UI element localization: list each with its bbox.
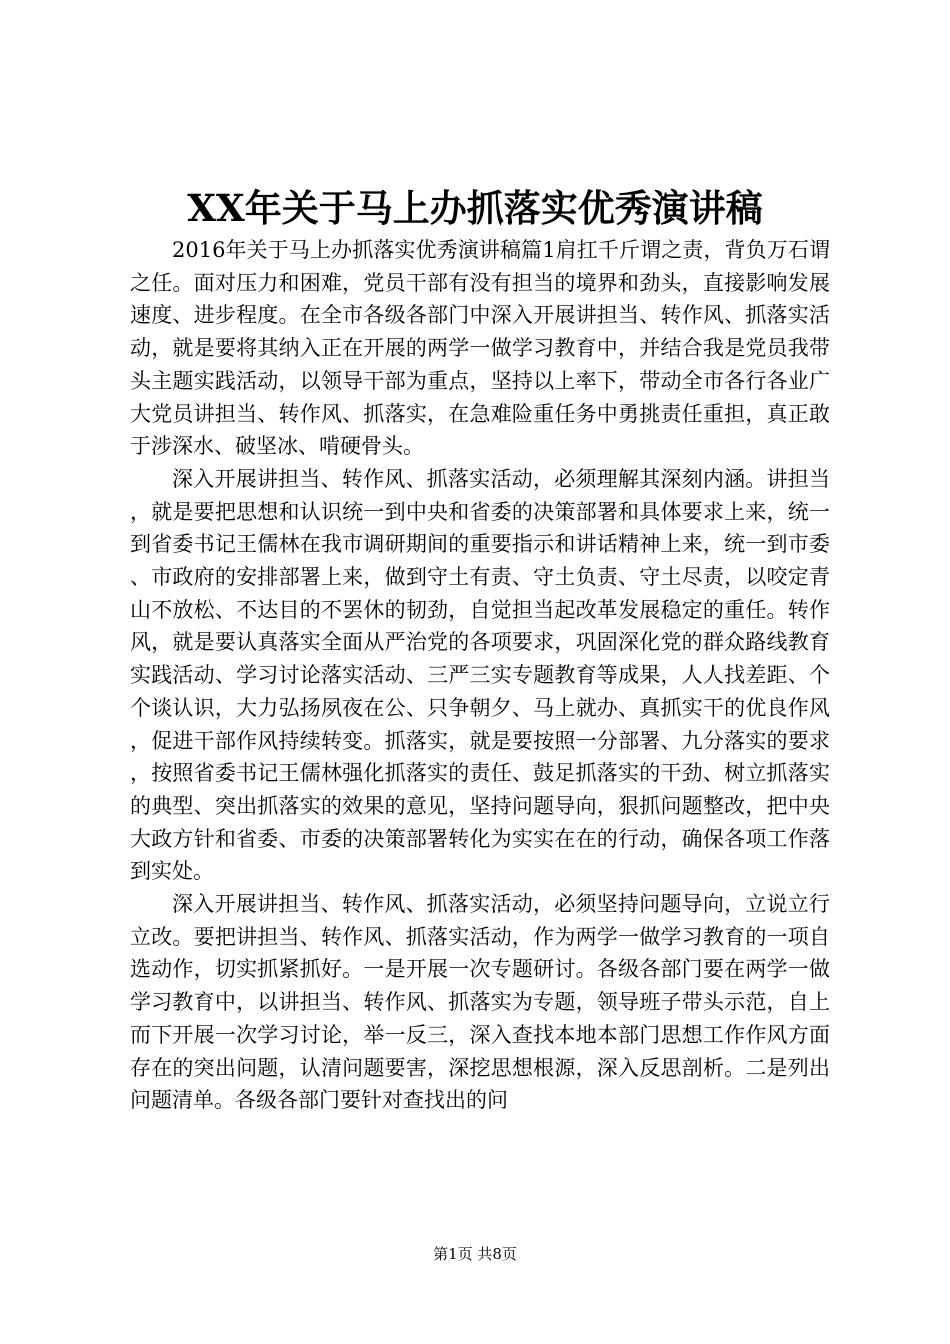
paragraph-3: 深入开展讲担当、转作风、抓落实活动，必须坚持问题导向，立说立行立改。要把讲担当、转作风、抓落实活动，作为两学一做学习教育的一项自选动作，切实抓紧抓好。一是开展一次专题研讨。各级各部门要在两学一做学习教育中，以讲担当、转作风、抓落实为专题，领导班子带头示范，自上而下开展一次学习讨论，举一反三，深入查找本地本部门思想工作作风方面存在的突出问题，认清问题要害，深挖思想根源，深入反思剖析。二是列出问题清单。各级各部门要针对查找出的问 bbox=[130, 892, 830, 1113]
document-title: XX年关于马上办抓落实优秀演讲稿 bbox=[187, 186, 763, 230]
paragraph-1: 2016年关于马上办抓落实优秀演讲稿篇1肩扛千斤谓之责，背负万石谓之任。面对压力和困难，党员干部有没有担当的境界和劲头，直接影响发展速度、进步程度。在全市各级各部门中深入开展讲担当、转作风、抓落实活动，就是要将其纳入正在开展的两学一做学习教育中，并结合我是党员我带头主题实践活动，以领导干部为重点，坚持以上率下，带动全市各行各业广大党员讲担当、转作风、抓落实，在急难险重任务中勇挑责任重担，真正敢于涉深水、破坚冰、啃硬骨头。 bbox=[130, 238, 830, 459]
document-body bbox=[130, 234, 830, 1117]
page-number-footer: 第1页 共8页 bbox=[433, 1245, 517, 1263]
paragraph-2: 深入开展讲担当、转作风、抓落实活动，必须理解其深刻内涵。讲担当，就是要把思想和认识统一到中央和省委的决策部署和具体要求上来，统一到省委书记王儒林在我市调研期间的重要指示和讲话精神上来，统一到市委、市政府的安排部署上来，做到守土有责、守土负责、守土尽责，以咬定青山不放松、不达目的不罢休的韧劲，自觉担当起改革发展稳定的重任。转作风，就是要认真落实全面从严治党的各项要求，巩固深化党的群众路线教育实践活动、学习讨论落实活动、三严三实专题教育等成果，人人找差距、个个谈认识，大力弘扬夙夜在公、只争朝夕、马上就办、真抓实干的优良作风，促进干部作风持续转变。抓落实，就是要按照一分部署、九分落实的要求，按照省委书记王儒林强化抓落实的责任、鼓足抓落实的干劲、树立抓落实的典型、突出抓落实的效果的意见，坚持问题导向，狠抓问题整改，把中央大政方针和省委、市委的决策部署转化为实实在在的行动，确保各项工作落到实处。 bbox=[130, 466, 830, 884]
